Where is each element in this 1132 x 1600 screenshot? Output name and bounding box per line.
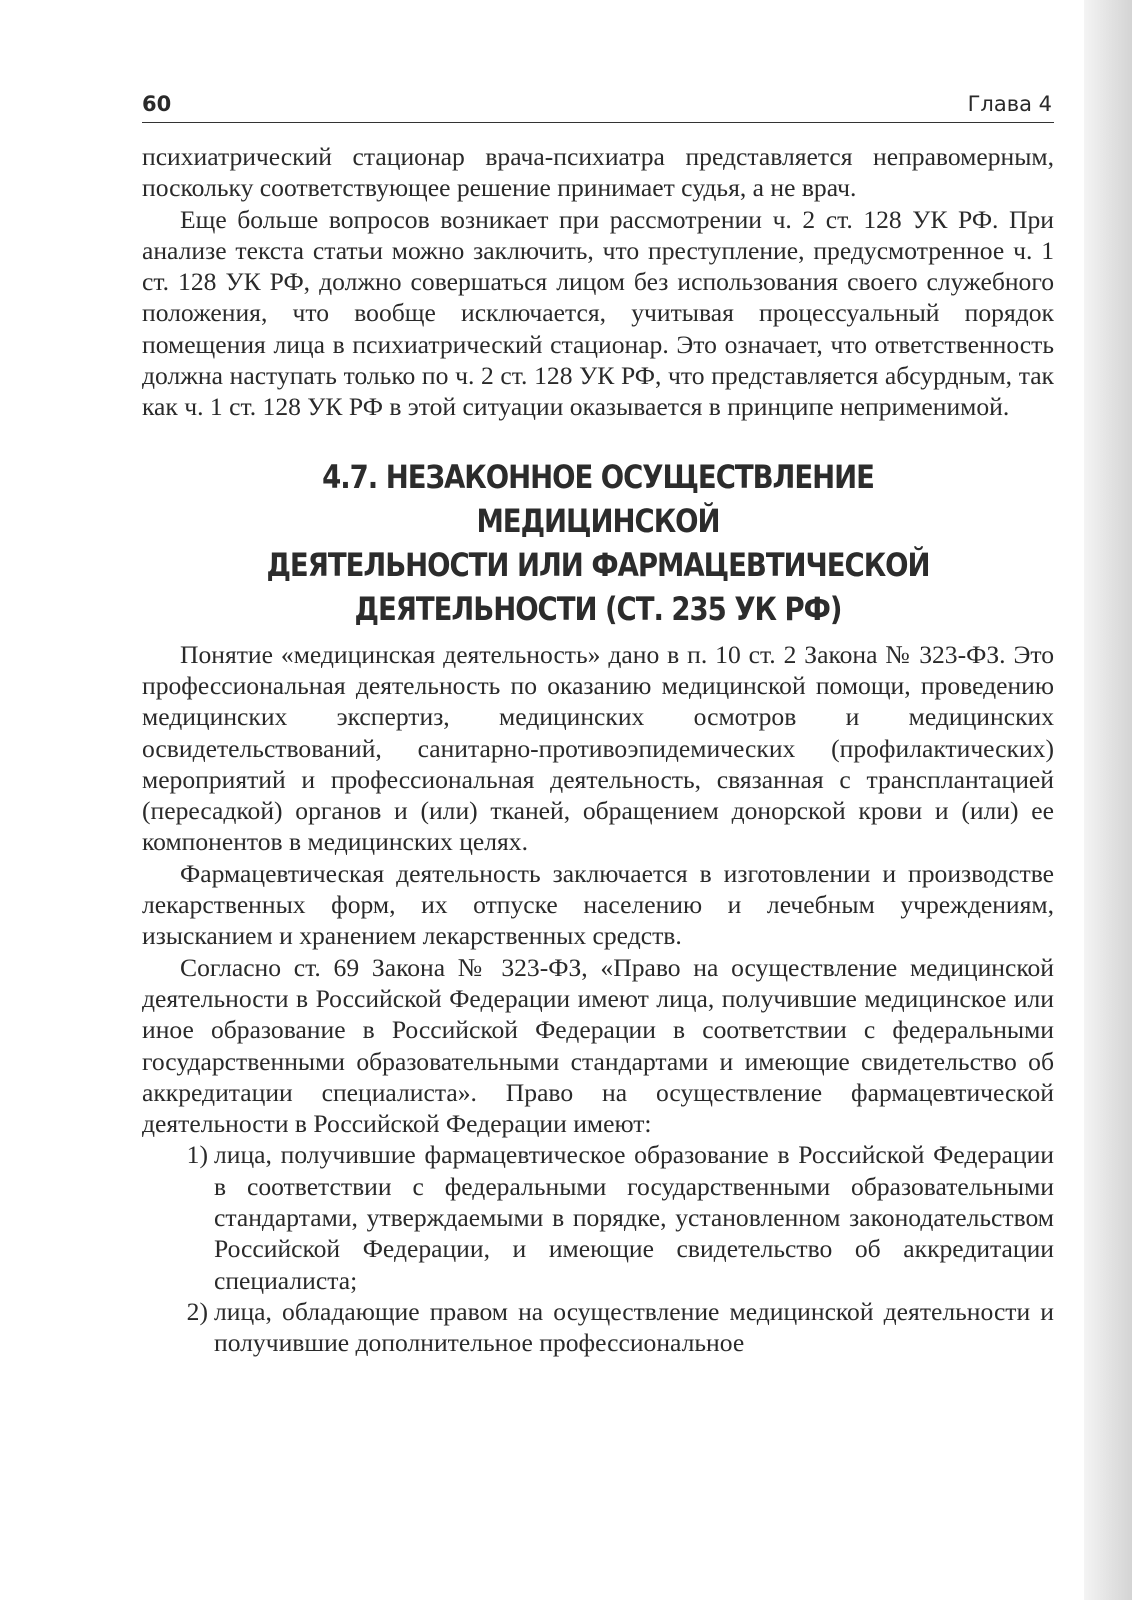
chapter-label: Глава 4 [967,92,1052,116]
section-heading-line: ДЕЯТЕЛЬНОСТИ ИЛИ ФАРМАЦЕВТИЧЕСКОЙ [266,545,930,584]
numbered-list [142,1139,1054,1358]
list-marker: 2) [186,1296,208,1326]
list-item-text: лица, обладающие правом на осуществление медицинской деятельности и получившие дополнительное профессиональное [214,1296,1054,1358]
paragraph: Еще больше вопросов возникает при рассмотрении ч. 2 ст. 128 УК РФ. При анализе текста статьи можно заключить, что преступление, предусмотренное ч. 1 ст. 128 УК РФ, должно совершаться лицом без использования своего служебного положения, что вообще исключается, учитывая процессуальный порядок помещения лица в психиатрический стационар. Это означает, что ответственность должна наступать только по ч. 2 ст. 128 УК РФ, что представляется абсурдным, так как ч. 1 ст. 128 УК РФ в этой ситуации оказывается в принципе неприменимой. [142,204,1054,422]
paragraph-continuation: психиатрический стационар врача-психиатра представляется неправомерным, поскольку соответствующее решение принимает судья, а не врач. [142,142,1054,203]
page-edge-shadow [1084,0,1132,1600]
list-item [142,1296,1054,1359]
section-heading [206,455,990,631]
page-number: 60 [142,92,172,116]
book-page [142,92,1054,1359]
paragraph: Согласно ст. 69 Закона № 323-ФЗ, «Право на осуществление медицинской деятельности в Российской Федерации имеют лица, получившие медицинское или иное образование в Российской Федерации в соответствии с федеральными государственными образовательными стандартами и имеющие свидетельство об аккредитации специалиста». Право на осуществление фармацевтической деятельности в Российской Федерации имеют: [142,952,1054,1139]
section-heading-line: 4.7. НЕЗАКОННОЕ ОСУЩЕСТВЛЕНИЕ МЕДИЦИНСКОЙ [322,457,874,540]
paragraph: Понятие «медицинская деятельность» дано в п. 10 ст. 2 Закона № 323-ФЗ. Это профессиональная деятельность по оказанию медицинской помощи, проведению медицинских экспертиз, медицинских осмотров и медицинских освидетельствований, санитарно-противоэпидемических (профилактических) мероприятий и профессиональная деятельность, связанная с трансплантацией (пересадкой) органов и (или) тканей, обращением донорской крови и (или) ее компонентов в медицинских целях. [142,639,1054,857]
list-marker: 1) [186,1140,208,1170]
list-item-text: лица, получившие фармацевтическое образование в Российской Федерации в соответствии с федеральными государственными образовательными стандартами, утверждаемыми в порядке, установленном законодательством Российской Федерации, и имеющие свидетельство об аккредитации специалиста; [214,1140,1054,1295]
section-heading-line: ДЕЯТЕЛЬНОСТИ (СТ. 235 УК РФ) [354,589,842,628]
list-item [142,1139,1054,1295]
paragraph: Фармацевтическая деятельность заключается в изготовлении и производстве лекарственных форм, их отпуске населению и лечебным учреждениям, изысканием и хранением лекарственных средств. [142,858,1054,951]
page-body [142,141,1054,1359]
running-header [142,92,1054,123]
